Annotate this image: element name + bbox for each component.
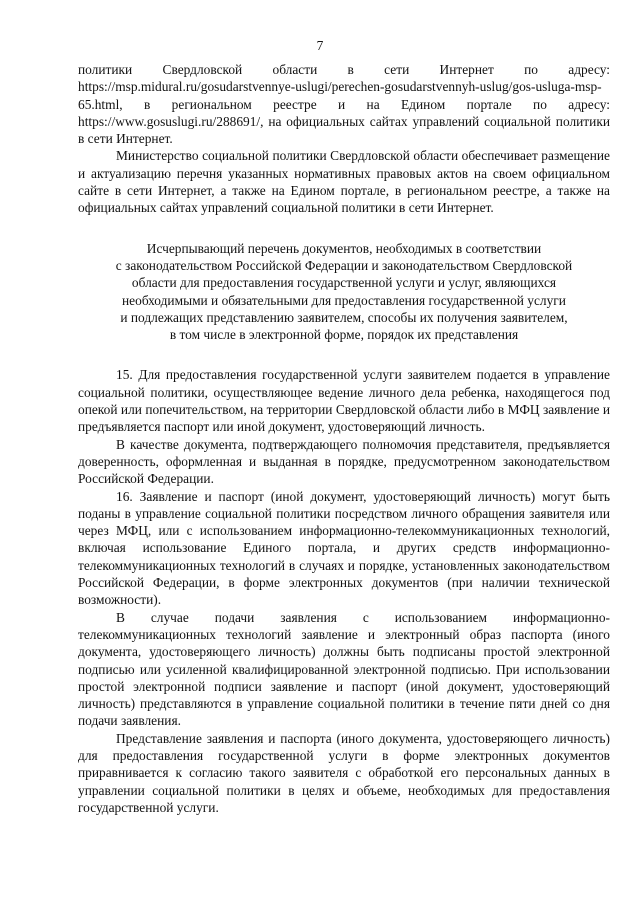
paragraph-item-15: 15. Для предоставления государственной услуги заявителем подается в управление социальной политики, осуществляющее ведение личного дела ребенка, находящегося под опекой или попечительством, на территории Свердловской области либо в МФЦ заявление и предъявляется паспорт или иной документ, удостоверяющий личность. [78,367,610,435]
heading-line: с законодательством Российской Федерации и законодательством Свердловской [115,257,573,273]
document-body [78,61,610,816]
page-number: 7 [316,38,324,53]
paragraph-representative-document: В качестве документа, подтверждающего полномочия представителя, предъявляется доверенность, оформленная и выданная в порядке, предусмотренном законодательством Российской Федерации. [78,436,610,487]
paragraph-item-16: 16. Заявление и паспорт (иной документ, удостоверяющий личность) могут быть поданы в управление социальной политики посредством личного обращения заявителя или через МФЦ, или с использованием информационно-телекоммуникационных технологий, включая использование Единого портала, и других средств информационно-телекоммуникационных технологий в случаях и порядке, установленных законодательством Российской Федерации, в форме электронных документов (при наличии технической возможности). [78,488,610,608]
section-heading [78,240,610,344]
heading-line: в том числе в электронной форме, порядок их представления [169,327,519,343]
paragraph-ministry-publication: Министерство социальной политики Свердловской области обеспечивает размещение и актуализацию перечня указанных нормативных правовых актов на своем официальном сайте в сети Интернет, а также на Едином портале, в региональном реестре, а также на официальных сайтах управлений социальной политики в сети Интернет. [78,148,610,216]
paragraph-electronic-signature: В случае подачи заявления с использованием информационно-телекоммуникационных технологий заявление и электронный образ паспорта (иного документа, удостоверяющего личность) должны быть подписаны простой электронной подписью или усиленной квалифицированной электронной подписью. При использовании простой электронной подписи заявление и паспорт (иной документ, удостоверяющий личность) представляются в управление социальной политики в течение пяти дней со дня подачи заявления. [78,609,610,729]
heading-line: области для предоставления государственной услуги и услуг, являющихся [131,275,557,291]
heading-line: Исчерпывающий перечень документов, необходимых в соответствии [146,240,542,256]
heading-line: необходимыми и обязательными для предоставления государственной услуги [122,292,566,308]
paragraph-consent-personal-data: Представление заявления и паспорта (иного документа, удостоверяющего личность) для предоставления государственной услуги в форме электронных документов приравнивается к согласию такого заявителя с обработкой его персональных данных в управлении социальной политики в целях и объеме, необходимых для предоставления государственной услуги. [78,730,610,815]
paragraph-address-continuation: политики Свердловской области в сети Интернет по адресу: https://msp.midural.ru/gosudarstvennye-uslugi/perechen-gosudarstvennyh-uslug/gos-usluga-msp-65.html, в региональном реестре и на Едином портале по адресу: https://www.gosuslugi.ru/288691/, на официальных сайтах управлений социальной политики в сети Интернет. [78,62,610,147]
heading-line: и подлежащих представлению заявителем, способы их получения заявителем, [120,309,568,325]
